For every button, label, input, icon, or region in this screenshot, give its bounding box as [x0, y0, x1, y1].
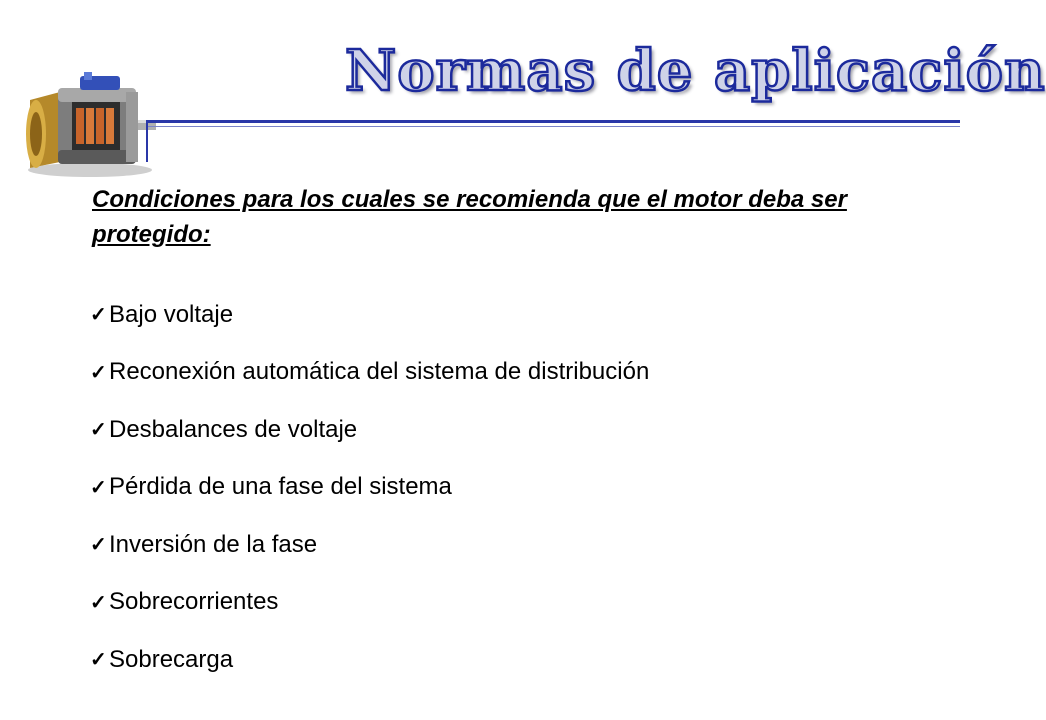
checkmark-icon: ✓ — [90, 361, 107, 384]
list-item — [90, 344, 649, 402]
list-item — [90, 401, 649, 459]
checkmark-icon: ✓ — [90, 304, 107, 327]
section-heading: Condiciones para los cuales se recomienda que el motor deba ser protegido: — [92, 186, 847, 248]
list-item — [90, 574, 649, 632]
title-rule-vertical — [146, 120, 148, 162]
list-item — [90, 516, 649, 574]
list-item-label: Sobrecarga — [109, 645, 234, 673]
list-item-label: Reconexión automática del sistema de distribución — [109, 358, 650, 386]
title-rule — [146, 120, 960, 123]
list-item-label: Desbalances de voltaje — [109, 415, 358, 443]
checkmark-icon: ✓ — [90, 591, 107, 614]
motor-illustration — [20, 62, 160, 180]
list-item — [90, 286, 649, 344]
slide-title: Normas de aplicación — [345, 38, 1046, 104]
title-rule-secondary — [146, 126, 960, 127]
list-item — [90, 459, 649, 517]
list-item — [90, 631, 649, 689]
checkmark-icon: ✓ — [90, 476, 107, 499]
list-item-label: Bajo voltaje — [109, 300, 234, 328]
list-item-label: Sobrecorrientes — [109, 588, 279, 616]
checkmark-icon: ✓ — [90, 649, 107, 672]
condition-list — [90, 286, 649, 689]
list-item-label: Pérdida de una fase del sistema — [109, 473, 452, 501]
list-item-label: Inversión de la fase — [109, 530, 318, 558]
checkmark-icon: ✓ — [90, 534, 107, 557]
checkmark-icon: ✓ — [90, 419, 107, 442]
